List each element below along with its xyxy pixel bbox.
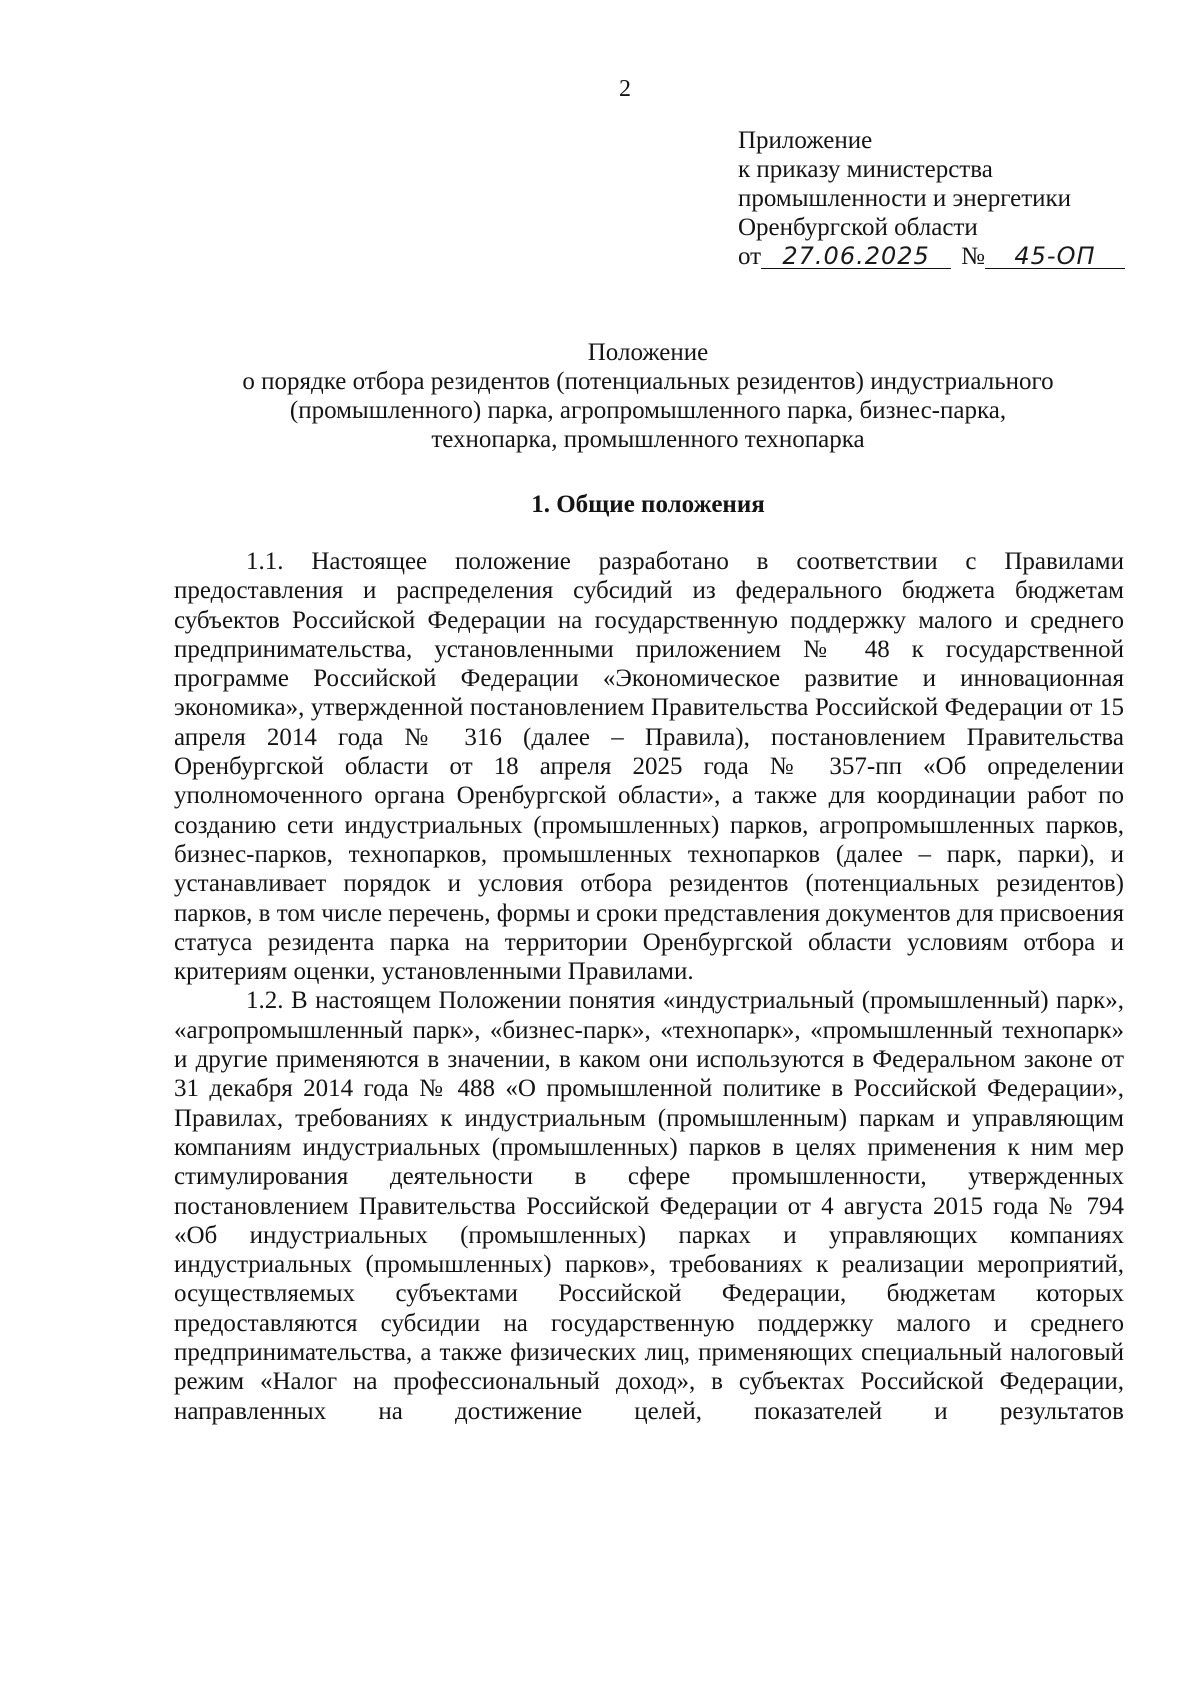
handwritten-number: 45-ОП: [985, 244, 1125, 269]
paragraph-1-2: 1.2. В настоящем Положении понятия «индустриальный (промышленный) парк», «агропромышленный парк», «бизнес-парк», «технопарк», «промышленный технопарк» и другие применяются в значении, в каком они используются в Федеральном законе от 31 декабря 2014 года № 488 «О промышленной политике в Российской Федерации», Правилах, требованиях к индустриальным (промышленным) паркам и управляющим компаниям индустриальных (промышленных) парков в целях применения к ним мер стимулирования деятельности в сфере промышленности, утвержденных постановлением Правительства Российской Федерации от 4 августа 2015 года № 794 «Об индустриальных (промышленных) парках и управляющих компаниях индустриальных (промышленных) парков», требованиях к реализации мероприятий, осуществляемых субъектами Российской Федерации, бюджетам которых предоставляются субсидии на государственную поддержку малого и среднего предпринимательства, а также физических лиц, применяющих специальный налоговый режим «Налог на профессиональный доход», в субъектах Российской Федерации, направленных на достижение целей, показателей и результатов: [174, 987, 1124, 1425]
section-heading: 1. Общие положения: [531, 491, 765, 518]
appendix-line: Оренбургской области: [738, 214, 978, 241]
document-title: [170, 338, 1126, 454]
number-prefix: №: [961, 243, 985, 270]
title-line: о порядке отбора резидентов (потенциальных резидентов) индустриального: [242, 368, 1054, 395]
title-line: технопарка, промышленного технопарка: [431, 426, 865, 453]
body-text: [174, 547, 1124, 1426]
appendix-block: [738, 126, 1178, 271]
date-prefix: от: [738, 243, 762, 270]
title-line: (промышленного) парка, агропромышленного парка, бизнес-парка,: [289, 397, 1007, 424]
appendix-line: к приказу министерства: [738, 156, 993, 183]
page-number: 2: [619, 76, 631, 102]
appendix-line: Приложение: [738, 127, 873, 154]
paragraph-1-1: 1.1. Настоящее положение разработано в соответствии с Правилами предоставления и распределения субсидий из федерального бюджета бюджетам субъектов Российской Федерации на государственную поддержку малого и среднего предпринимательства, установленными приложением № 48 к государственной программе Российской Федерации «Экономическое развитие и инновационная экономика», утвержденной постановлением Правительства Российской Федерации от 15 апреля 2014 года № 316 (далее – Правила), постановлением Правительства Оренбургской области от 18 апреля 2025 года № 357-пп «Об определении уполномоченного органа Оренбургской области», а также для координации работ по созданию сети индустриальных (промышленных) парков, агропромышленных парков, бизнес-парков, технопарков, промышленных технопарков (далее – парк, парки), и устанавливает порядок и условия отбора резидентов (потенциальных резидентов) парков, в том числе перечень, формы и сроки представления документов для присвоения статуса резидента парка на территории Оренбургской области условиям отбора и критериям оценки, установленными Правилами.: [174, 548, 1124, 986]
appendix-date-number-line: [738, 242, 1178, 271]
title-line: Положение: [587, 339, 709, 366]
appendix-line: промышленности и энергетики: [738, 185, 1072, 212]
handwritten-date: 27.06.2025: [761, 244, 951, 269]
